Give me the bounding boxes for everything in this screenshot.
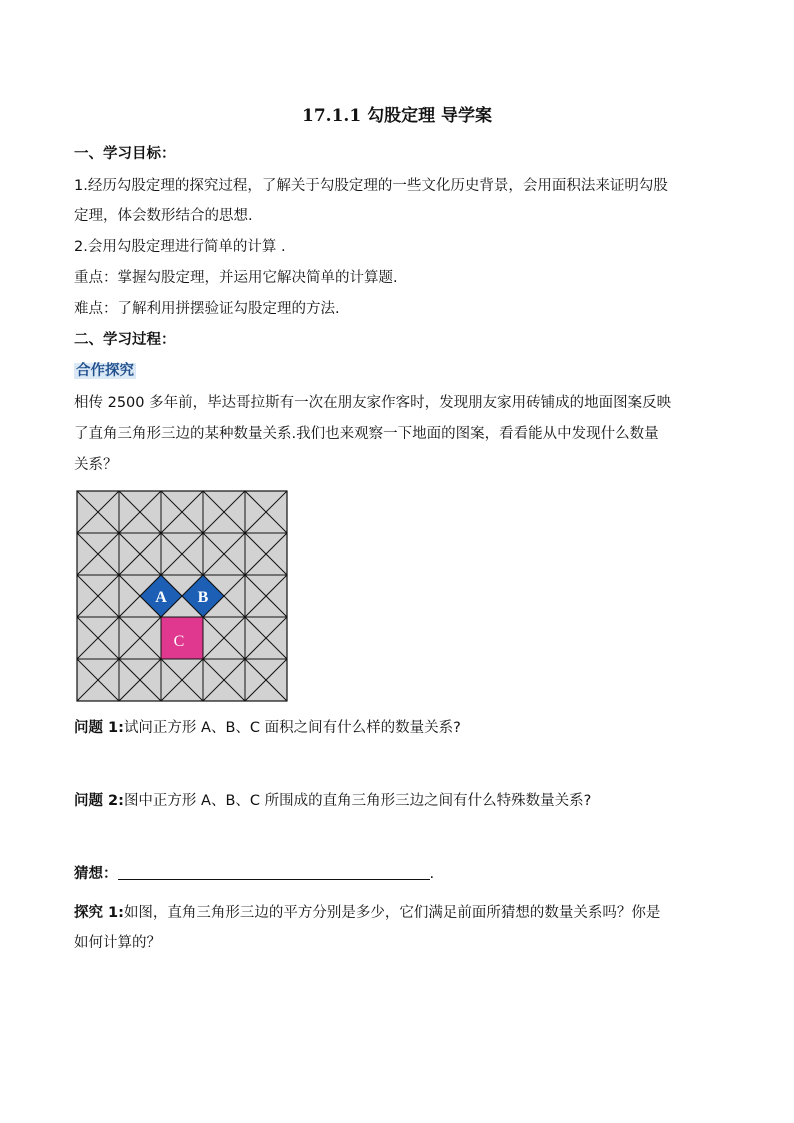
cooperative-inquiry-tag: 合作探究 [76,363,134,379]
explore-1-line-2: 如何计算的？ [74,935,161,951]
question-2 [74,791,591,811]
section-heading-process: 二、学习过程： [74,332,176,348]
tile-pattern-figure [76,490,288,702]
label-b: B [197,589,209,606]
guess-blank[interactable] [118,865,430,880]
goal-1-line-2: 定理，体会数形结合的思想. [74,208,253,224]
key-point: 重点：掌握勾股定理，并运用它解决简单的计算题. [74,270,398,286]
intro-paragraph-line-2: 了直角三角形三边的某种数量关系.我们也来观察一下地面的图案，看看能从中发现什么数量 [74,426,659,442]
question-2-text: 图中正方形 A、B、C 所围成的直角三角形三边之间有什么特殊数量关系? [123,793,592,809]
question-2-label: 问题 2: [74,793,124,809]
guess-label: 猜想： [74,866,118,882]
question-1-label: 问题 1: [74,720,124,736]
label-c: C [173,633,185,650]
question-1 [74,718,461,738]
explore-1-text: 如图，直角三角形三边的平方分别是多少，它们满足前面所猜想的数量关系吗？你是 [123,905,661,921]
label-a: A [155,589,167,606]
intro-paragraph-line-3: 关系？ [74,457,118,473]
goal-1-line-1: 1.经历勾股定理的探究过程，了解关于勾股定理的一些文化历史背景，会用面积法来证明勾股 [74,178,668,194]
goal-2: 2.会用勾股定理进行简单的计算 . [74,239,286,255]
explore-1-label: 探究 1: [74,905,124,921]
explore-1-line-1 [74,903,660,923]
guess-end: . [429,866,435,882]
difficulty-point: 难点：了解利用拼摆验证勾股定理的方法. [74,301,340,317]
intro-paragraph-line-1: 相传 2500 多年前，毕达哥拉斯有一次在朋友家作客时，发现朋友家用砖铺成的地面图案反映 [74,395,672,411]
section-heading-goals: 一、学习目标： [74,146,176,162]
question-1-text: 试问正方形 A、B、C 面积之间有什么样的数量关系? [123,720,461,736]
guess-row [74,864,434,884]
page-title: 17.1.1 勾股定理 导学案 [302,106,492,126]
